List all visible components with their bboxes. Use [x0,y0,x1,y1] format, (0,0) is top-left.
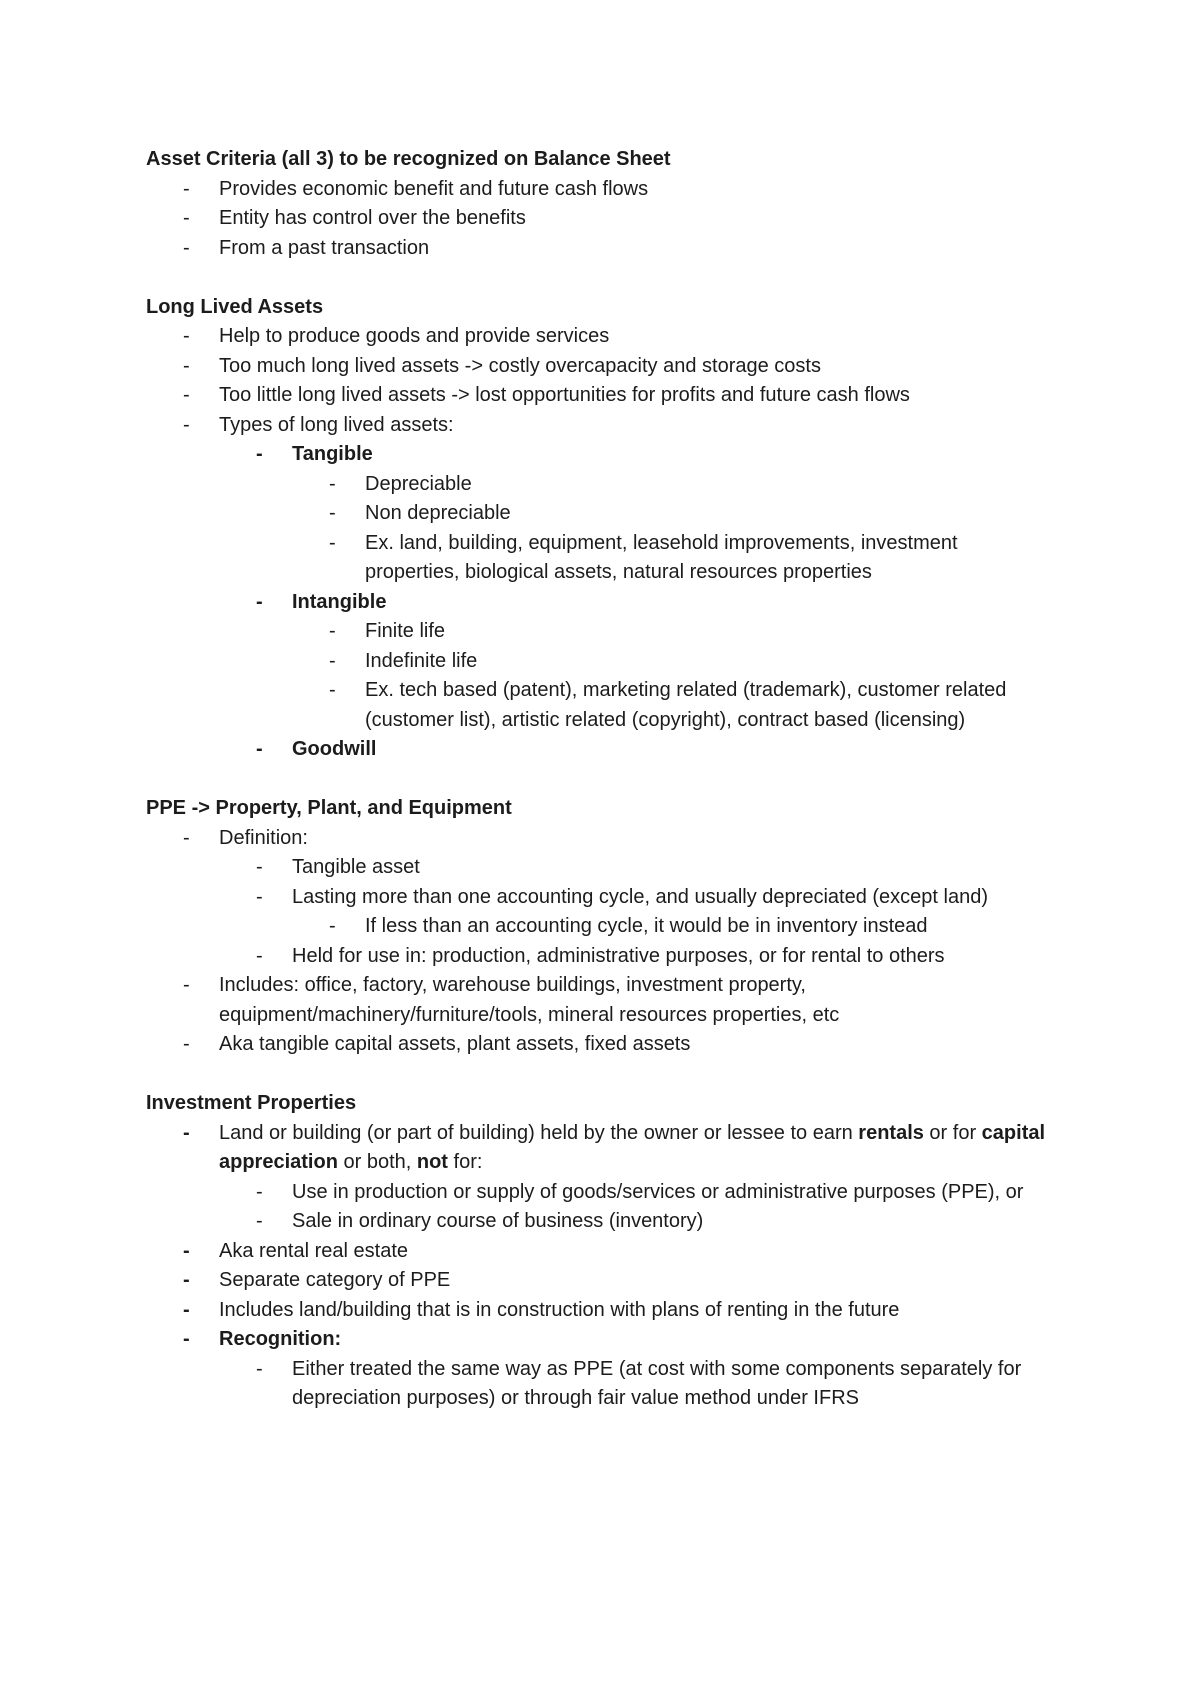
text-run: Use in production or supply of goods/services or administrative purposes (PPE), or [292,1180,1024,1203]
dash-bullet-icon: - [256,443,263,465]
list-item-text [219,827,308,849]
dash-bullet-icon: - [256,944,263,967]
list-item [146,617,1046,647]
list-item [146,1266,1046,1296]
list-item [146,175,1046,205]
text-run: Separate category of PPE [219,1269,451,1291]
list-item-text [219,1033,690,1055]
text-run: Intangible [292,590,387,613]
list-item-text [219,1122,1045,1174]
dash-bullet-icon: - [183,384,190,406]
list-item-text [219,384,910,406]
list-item-text [292,1210,703,1232]
text-run: or for [923,1121,982,1144]
document-body [146,145,1046,1443]
list-item [146,676,1046,735]
dash-bullet-icon: - [256,738,263,760]
list-item [146,1296,1046,1326]
dash-bullet-icon: - [183,1328,190,1350]
list-item-text [365,915,928,937]
list-item [146,204,1046,234]
list-item-text [365,620,445,642]
section-heading: Long Lived Assets [146,295,324,318]
text-run: Help to produce goods and provide services [219,325,610,347]
list-item [146,883,1046,913]
text-run: Tangible [292,443,373,465]
list-item [146,411,1046,441]
dash-bullet-icon: - [183,236,190,259]
dash-bullet-icon: - [183,354,190,377]
text-run: Tangible asset [292,856,420,878]
dash-bullet-icon: - [256,1357,263,1380]
list-item [146,588,1046,618]
text-run: or both, [337,1151,417,1173]
text-run: Ex. land, building, equipment, leasehold improvements, investment properties, biological assets, natural resources properties [365,531,958,583]
text-run: Sale in ordinary course of business (inventory) [292,1210,704,1232]
dash-bullet-icon: - [183,974,190,996]
text-run: Includes: office, factory, warehouse buildings, investment property, equipment/machinery/furniture/tools, mineral resources properties, etc [219,974,840,1026]
emphasis-text: capital appreciation [219,1121,1046,1173]
emphasis-text: not [416,1151,448,1173]
dash-bullet-icon: - [256,590,263,613]
text-run: Land or building (or part of building) held by the owner or lessee to earn [219,1121,859,1144]
dash-bullet-icon: - [329,679,336,701]
list-item [146,352,1046,382]
list-item [146,647,1046,677]
list-item [146,942,1046,972]
text-run: Provides economic benefit and future cash flows [219,177,649,200]
list-item-text [292,1181,1023,1203]
text-run: Aka tangible capital assets, plant assets, fixed assets [219,1033,691,1055]
text-run: Too little long lived assets -> lost opportunities for profits and future cash flows [219,384,910,406]
dash-bullet-icon: - [183,826,190,849]
list-item [146,1237,1046,1267]
dash-bullet-icon: - [183,413,190,436]
dash-bullet-icon: - [256,1180,263,1203]
dash-bullet-icon: - [329,502,336,524]
list-item-text [219,355,821,377]
list-item [146,1030,1046,1060]
list-item-text [292,886,988,908]
list-item [146,853,1046,883]
text-run: Entity has control over the benefits [219,207,526,229]
list-item-text [219,414,454,436]
dash-bullet-icon: - [256,885,263,908]
list-item-text [292,591,386,613]
list-item [146,824,1046,854]
text-run: Depreciable [365,472,472,495]
text-run: Indefinite life [365,649,478,672]
list-item-text [292,443,373,465]
list-item-text [365,532,958,584]
section [146,1089,1046,1414]
dash-bullet-icon: - [329,915,336,937]
list-item-text [219,325,609,347]
text-run: If less than an accounting cycle, it would be in inventory instead [365,915,928,937]
list-item-text [292,738,376,760]
dash-bullet-icon: - [183,1033,190,1055]
list-item [146,971,1046,1030]
list-item [146,1355,1046,1414]
list-item [146,912,1046,942]
dash-bullet-icon: - [329,620,336,642]
list-item [146,1178,1046,1208]
list-item [146,322,1046,352]
text-run: for: [447,1151,483,1173]
list-item [146,470,1046,500]
list-item [146,381,1046,411]
dash-bullet-icon: - [256,1210,263,1232]
section-heading: PPE -> Property, Plant, and Equipment [146,797,512,819]
list-item-text [219,974,839,1026]
text-run: Definition: [219,826,308,849]
list-item [146,499,1046,529]
list-item-text [219,1328,341,1350]
list-item-text [292,1358,1021,1410]
list-item-text [219,1299,899,1321]
emphasis-text: rentals [858,1121,924,1144]
list-item [146,1119,1046,1178]
text-run: Types of long lived assets: [219,413,454,436]
dash-bullet-icon: - [329,531,336,554]
text-run: Non depreciable [365,502,511,524]
text-run: Aka rental real estate [219,1239,408,1262]
list-item-text [219,1269,450,1291]
text-run: Finite life [365,620,446,642]
list-item [146,735,1046,765]
section-heading: Asset Criteria (all 3) to be recognized on Balance Sheet [146,148,671,170]
list-item-text [292,856,420,878]
text-run: Includes land/building that is in construction with plans of renting in the future [219,1298,900,1321]
dash-bullet-icon: - [329,472,336,495]
text-run: Lasting more than one accounting cycle, and usually depreciated (except land) [292,885,988,908]
list-item [146,529,1046,588]
text-run: From a past transaction [219,236,430,259]
text-run: Goodwill [292,738,377,760]
text-run: Recognition: [219,1328,342,1350]
dash-bullet-icon: - [183,1239,190,1262]
dash-bullet-icon: - [183,1121,190,1144]
dash-bullet-icon: - [183,325,190,347]
list-item [146,234,1046,264]
list-item-text [365,502,511,524]
text-run: Too much long lived assets -> costly overcapacity and storage costs [219,354,821,377]
dash-bullet-icon: - [183,207,190,229]
list-item-text [365,679,1006,731]
section-heading: Investment Properties [146,1092,357,1114]
dash-bullet-icon: - [329,649,336,672]
dash-bullet-icon: - [183,1269,190,1291]
dash-bullet-icon: - [183,177,190,200]
list-item-text [219,237,429,259]
list-item-text [219,1240,408,1262]
list-item [146,440,1046,470]
list-item-text [219,178,648,200]
section [146,145,1046,263]
text-run: Ex. tech based (patent), marketing related (trademark), customer related (customer list), artistic related (copyright), contract based (licensing) [365,679,1007,731]
list-item-text [365,473,472,495]
list-item-text [292,945,945,967]
list-item [146,1325,1046,1355]
list-item-text [365,650,477,672]
list-item-text [219,207,526,229]
text-run: Held for use in: production, administrative purposes, or for rental to others [292,944,945,967]
list-item [146,1207,1046,1237]
dash-bullet-icon: - [256,856,263,878]
dash-bullet-icon: - [183,1298,190,1321]
text-run: Either treated the same way as PPE (at cost with some components separately for depreciation purposes) or through fair value method under IFRS [292,1357,1022,1409]
section [146,293,1046,765]
section [146,794,1046,1060]
